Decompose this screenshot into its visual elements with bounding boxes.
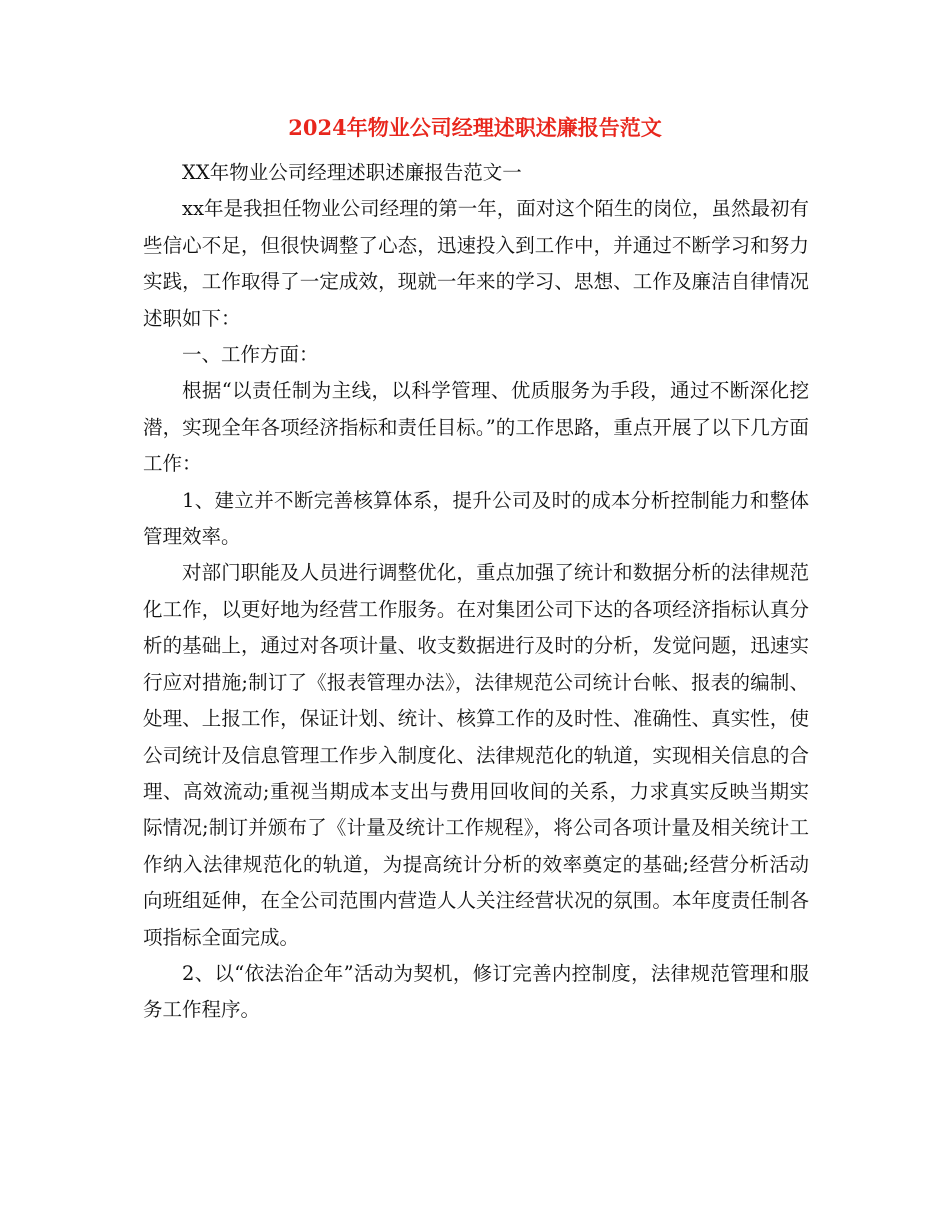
document-body xyxy=(143,155,809,1029)
section-heading-work: 一、工作方面： xyxy=(182,343,319,367)
paragraph-item-1-detail: 对部门职能及人员进行调整优化，重点加强了统计和数据分析的法律规范化工作，以更好地为经营工作服务。在对集团公司下达的各项经济指标认真分析的基础上，通过对各项计量、收支数据进行及时的分析，发觉问题，迅速实行应对措施;制订了《报表管理办法》，法律规范公司统计台帐、报表的编制、处理、上报工作，保证计划、统计、核算工作的及时性、准确性、真实性，使公司统计及信息管理工作步入制度化、法律规范化的轨道，实现相关信息的合理、高效流动;重视当期成本支出与费用回收间的关系，力求真实反映当期实际情况;制订并颁布了《计量及统计工作规程》，将公司各项计量及相关统计工作纳入法律规范化的轨道，为提高统计分析的效率奠定的基础;经营分析活动向班组延伸，在全公司范围内营造人人关注经营状况的氛围。本年度责任制各项指标全面完成。 xyxy=(143,561,809,949)
paragraph-intro: xx年是我担任物业公司经理的第一年，面对这个陌生的岗位，虽然最初有些信心不足，但很快调整了心态，迅速投入到工作中，并通过不断学习和努力实践，工作取得了一定成效，现就一年来的学习、思想、工作及廉洁自律情况述职如下： xyxy=(143,197,809,330)
item-heading-1: 1、建立并不断完善核算体系，提升公司及时的成本分析控制能力和整体管理效率。 xyxy=(143,488,809,549)
document-title: 2024年物业公司经理述职述廉报告范文 xyxy=(288,115,662,140)
paragraph-subtitle: XX年物业公司经理述职述廉报告范文一 xyxy=(182,161,522,184)
item-heading-2: 2、以“依法治企年”活动为契机，修订完善内控制度，法律规范管理和服务工作程序。 xyxy=(143,961,809,1022)
paragraph-work-approach: 根据“以责任制为主线，以科学管理、优质服务为手段，通过不断深化挖潜，实现全年各项经济指标和责任目标。”的工作思路，重点开展了以下几方面工作： xyxy=(143,379,809,476)
